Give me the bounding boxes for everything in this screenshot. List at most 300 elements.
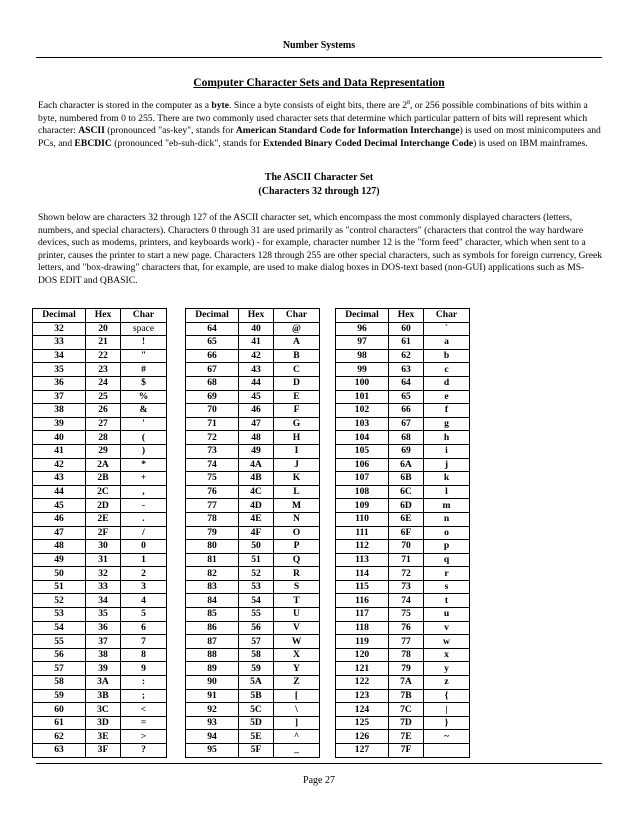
char-cell: m [424,499,470,513]
hex-cell: 28 [86,431,121,445]
decimal-cell: 104 [336,431,389,445]
decimal-cell: 101 [336,390,389,404]
table-row [186,580,320,594]
hex-cell: 2A [86,458,121,472]
hex-cell: 50 [239,540,274,554]
hex-cell: 5C [239,703,274,717]
hex-cell: 3C [86,703,121,717]
decimal-cell: 97 [336,336,389,350]
hex-cell: 26 [86,404,121,418]
table-row [336,431,470,445]
table-row [186,540,320,554]
decimal-cell: 46 [33,512,86,526]
decimal-cell: 110 [336,512,389,526]
table-row [186,322,320,336]
table-row [186,458,320,472]
table-row [336,648,470,662]
hex-cell: 76 [389,621,424,635]
table-row [33,635,167,649]
table-row [336,526,470,540]
table-row [33,336,167,350]
decimal-cell: 51 [33,580,86,594]
hex-cell: 3A [86,676,121,690]
decimal-cell: 36 [33,376,86,390]
char-cell: \ [274,703,320,717]
hex-cell: 5A [239,676,274,690]
hex-cell: 3D [86,716,121,730]
decimal-cell: 62 [33,730,86,744]
char-cell: H [274,431,320,445]
hex-cell: 70 [389,540,424,554]
char-cell: 6 [121,621,167,635]
table-row [336,363,470,377]
section-subtitle: (Characters 32 through 127) [258,186,380,197]
decimal-cell: 41 [33,444,86,458]
decimal-cell: 71 [186,417,239,431]
section-title: The ASCII Character Set [264,172,374,183]
hex-cell: 68 [389,431,424,445]
table-row [33,499,167,513]
running-header: Number Systems [282,40,356,51]
decimal-cell: 81 [186,553,239,567]
table-row [33,689,167,703]
table-row [186,730,320,744]
decimal-cell: 107 [336,472,389,486]
char-cell: i [424,444,470,458]
table-row [33,594,167,608]
table-row [186,553,320,567]
decimal-cell: 79 [186,526,239,540]
decimal-cell: 102 [336,404,389,418]
hex-cell: 55 [239,608,274,622]
decimal-cell: 89 [186,662,239,676]
hex-cell: 2D [86,499,121,513]
table-row [336,349,470,363]
char-cell: = [121,716,167,730]
hex-cell: 59 [239,662,274,676]
decimal-cell: 72 [186,431,239,445]
header-decimal: Decimal [336,309,389,323]
char-cell: ] [274,716,320,730]
header-char: Char [424,309,470,323]
hex-cell: 3E [86,730,121,744]
table-row [33,621,167,635]
char-cell: O [274,526,320,540]
char-cell: space [121,322,167,336]
table-row [336,567,470,581]
char-cell: c [424,363,470,377]
table-row [33,390,167,404]
table-row [336,444,470,458]
intro-paragraph: Each character is stored in the computer as a byte. Since a byte consists of eight bits, there are $2^8$, or 256 possible combinations of bits within a byte, numbered from 0 to 255. There are two commonly used character sets that determine which particular pattern of bits will represent which character: ASCII (pronounced "as-key", stands for American Standard Code for Information Interchange) is used on most minicomputers and PCs, and EBCDIC (pronounced "eb-suh-dick", stands for Extended Binary Coded Decimal Interchange Code) is used on IBM mainframes. [38,99,601,149]
table-row [186,349,320,363]
table-row [33,458,167,472]
char-cell: > [121,730,167,744]
decimal-cell: 40 [33,431,86,445]
decimal-cell: 55 [33,635,86,649]
hex-cell: 2F [86,526,121,540]
table-row [336,621,470,635]
char-cell: ? [121,744,167,758]
decimal-cell: 65 [186,336,239,350]
char-cell: 9 [121,662,167,676]
decimal-cell: 70 [186,404,239,418]
hex-cell: 21 [86,336,121,350]
decimal-cell: 105 [336,444,389,458]
table-row [336,608,470,622]
hex-cell: 6E [389,512,424,526]
char-cell: ^ [274,730,320,744]
decimal-cell: 123 [336,689,389,703]
table-row [33,417,167,431]
hex-cell: 4D [239,499,274,513]
decimal-cell: 39 [33,417,86,431]
char-cell: @ [274,322,320,336]
hex-cell: 7A [389,676,424,690]
hex-cell: 60 [389,322,424,336]
hex-cell: 46 [239,404,274,418]
char-cell: q [424,553,470,567]
header-hex: Hex [239,309,274,323]
char-cell: Q [274,553,320,567]
table-row [33,676,167,690]
header-decimal: Decimal [33,309,86,323]
decimal-cell: 66 [186,349,239,363]
hex-cell: 66 [389,404,424,418]
decimal-cell: 114 [336,567,389,581]
char-cell: t [424,594,470,608]
char-cell [424,744,470,758]
decimal-cell: 111 [336,526,389,540]
decimal-cell: 56 [33,648,86,662]
header-char: Char [121,309,167,323]
hex-cell: 52 [239,567,274,581]
decimal-cell: 112 [336,540,389,554]
table-row [336,730,470,744]
char-cell: F [274,404,320,418]
decimal-cell: 83 [186,580,239,594]
decimal-cell: 42 [33,458,86,472]
hex-cell: 63 [389,363,424,377]
table-row [336,512,470,526]
decimal-cell: 64 [186,322,239,336]
char-cell: 0 [121,540,167,554]
table-row [186,485,320,499]
char-cell: s [424,580,470,594]
char-cell: / [121,526,167,540]
header-char: Char [274,309,320,323]
decimal-cell: 98 [336,349,389,363]
char-cell: d [424,376,470,390]
char-cell: ~ [424,730,470,744]
hex-cell: 2E [86,512,121,526]
char-cell: l [424,485,470,499]
table-row [336,580,470,594]
hex-cell: 71 [389,553,424,567]
hex-cell: 6A [389,458,424,472]
table-row [186,621,320,635]
char-cell: . [121,512,167,526]
char-cell: R [274,567,320,581]
hex-cell: 27 [86,417,121,431]
hex-cell: 33 [86,580,121,594]
decimal-cell: 126 [336,730,389,744]
table-row [33,404,167,418]
char-cell: E [274,390,320,404]
hex-cell: 75 [389,608,424,622]
hex-cell: 3B [86,689,121,703]
table-row [186,716,320,730]
hex-cell: 53 [239,580,274,594]
table-row [336,472,470,486]
table-row [186,472,320,486]
hex-cell: 61 [389,336,424,350]
char-cell: 5 [121,608,167,622]
hex-cell: 20 [86,322,121,336]
hex-cell: 77 [389,635,424,649]
hex-cell: 3F [86,744,121,758]
decimal-cell: 45 [33,499,86,513]
decimal-cell: 61 [33,716,86,730]
table-row [186,608,320,622]
hex-cell: 32 [86,567,121,581]
char-cell: : [121,676,167,690]
char-cell: ( [121,431,167,445]
hex-cell: 58 [239,648,274,662]
decimal-cell: 33 [33,336,86,350]
char-cell: v [424,621,470,635]
hex-cell: 5B [239,689,274,703]
char-cell: 7 [121,635,167,649]
char-cell: f [424,404,470,418]
decimal-cell: 122 [336,676,389,690]
char-cell: 1 [121,553,167,567]
decimal-cell: 68 [186,376,239,390]
char-cell: h [424,431,470,445]
hex-cell: 72 [389,567,424,581]
decimal-cell: 50 [33,567,86,581]
table-row [33,444,167,458]
hex-cell: 35 [86,608,121,622]
table-row [336,417,470,431]
char-cell: I [274,444,320,458]
char-cell: [ [274,689,320,703]
decimal-cell: 44 [33,485,86,499]
decimal-cell: 57 [33,662,86,676]
hex-cell: 7F [389,744,424,758]
hex-cell: 7B [389,689,424,703]
table-row [33,512,167,526]
page-number: Page 27 [303,775,335,786]
hex-cell: 64 [389,376,424,390]
table-row [186,363,320,377]
table-row [336,594,470,608]
decimal-cell: 96 [336,322,389,336]
decimal-cell: 84 [186,594,239,608]
decimal-cell: 67 [186,363,239,377]
decimal-cell: 32 [33,322,86,336]
char-cell: M [274,499,320,513]
decimal-cell: 124 [336,703,389,717]
table-row [336,336,470,350]
table-row [186,444,320,458]
char-cell: $ [121,376,167,390]
table-row [186,499,320,513]
hex-cell: 4F [239,526,274,540]
hex-cell: 6C [389,485,424,499]
char-cell: n [424,512,470,526]
table-row [33,526,167,540]
hex-cell: 22 [86,349,121,363]
table-row [186,512,320,526]
decimal-cell: 49 [33,553,86,567]
table-row [186,744,320,758]
char-cell: g [424,417,470,431]
table-row [33,744,167,758]
table-row [336,635,470,649]
table-row [33,648,167,662]
hex-cell: 6D [389,499,424,513]
char-cell: w [424,635,470,649]
hex-cell: 42 [239,349,274,363]
char-cell: G [274,417,320,431]
hex-cell: 7C [389,703,424,717]
decimal-cell: 47 [33,526,86,540]
char-cell: 3 [121,580,167,594]
char-cell: _ [274,744,320,758]
char-cell: k [424,472,470,486]
table-row [186,662,320,676]
decimal-cell: 37 [33,390,86,404]
table-row [186,404,320,418]
hex-cell: 48 [239,431,274,445]
char-cell: , [121,485,167,499]
char-cell: u [424,608,470,622]
decimal-cell: 82 [186,567,239,581]
hex-cell: 67 [389,417,424,431]
decimal-cell: 52 [33,594,86,608]
hex-cell: 7E [389,730,424,744]
table-row [186,526,320,540]
hex-cell: 78 [389,648,424,662]
decimal-cell: 80 [186,540,239,554]
decimal-cell: 38 [33,404,86,418]
char-cell: " [121,349,167,363]
table-row [33,580,167,594]
hex-cell: 62 [389,349,424,363]
char-cell: Z [274,676,320,690]
decimal-cell: 78 [186,512,239,526]
decimal-cell: 69 [186,390,239,404]
table-row [33,608,167,622]
hex-cell: 7D [389,716,424,730]
table-row [33,662,167,676]
char-cell: 2 [121,567,167,581]
decimal-cell: 113 [336,553,389,567]
decimal-cell: 117 [336,608,389,622]
decimal-cell: 34 [33,349,86,363]
table-row [186,390,320,404]
hex-cell: 36 [86,621,121,635]
ascii-table-2 [185,308,320,758]
hex-cell: 54 [239,594,274,608]
table-row [186,417,320,431]
table-row [186,648,320,662]
hex-cell: 6F [389,526,424,540]
table-row [186,376,320,390]
decimal-cell: 77 [186,499,239,513]
char-cell: J [274,458,320,472]
table-row [336,689,470,703]
decimal-cell: 93 [186,716,239,730]
decimal-cell: 43 [33,472,86,486]
char-cell: 4 [121,594,167,608]
header-rule [36,57,602,58]
char-cell: | [424,703,470,717]
char-cell: N [274,512,320,526]
char-cell: A [274,336,320,350]
table-row [336,390,470,404]
decimal-cell: 121 [336,662,389,676]
char-cell: y [424,662,470,676]
char-cell: < [121,703,167,717]
char-cell: C [274,363,320,377]
table-row [336,744,470,758]
ascii-table-3 [335,308,470,758]
decimal-cell: 100 [336,376,389,390]
table-row [33,716,167,730]
table-row [33,553,167,567]
char-cell: ; [121,689,167,703]
footer-rule [36,763,602,764]
hex-cell: 29 [86,444,121,458]
char-cell: + [121,472,167,486]
hex-cell: 40 [239,322,274,336]
hex-cell: 47 [239,417,274,431]
char-cell: # [121,363,167,377]
decimal-cell: 118 [336,621,389,635]
hex-cell: 4E [239,512,274,526]
decimal-cell: 99 [336,363,389,377]
hex-cell: 34 [86,594,121,608]
table-row [336,703,470,717]
char-cell: r [424,567,470,581]
table-row [186,703,320,717]
hex-cell: 56 [239,621,274,635]
decimal-cell: 88 [186,648,239,662]
char-cell: j [424,458,470,472]
char-cell: } [424,716,470,730]
table-row [33,567,167,581]
decimal-cell: 86 [186,621,239,635]
decimal-cell: 85 [186,608,239,622]
char-cell: ` [424,322,470,336]
decimal-cell: 87 [186,635,239,649]
decimal-cell: 73 [186,444,239,458]
decimal-cell: 59 [33,689,86,703]
header-decimal: Decimal [186,309,239,323]
table-row [33,363,167,377]
decimal-cell: 48 [33,540,86,554]
decimal-cell: 125 [336,716,389,730]
char-cell: X [274,648,320,662]
decimal-cell: 90 [186,676,239,690]
char-cell: D [274,376,320,390]
hex-cell: 44 [239,376,274,390]
char-cell: x [424,648,470,662]
char-cell: { [424,689,470,703]
hex-cell: 4A [239,458,274,472]
